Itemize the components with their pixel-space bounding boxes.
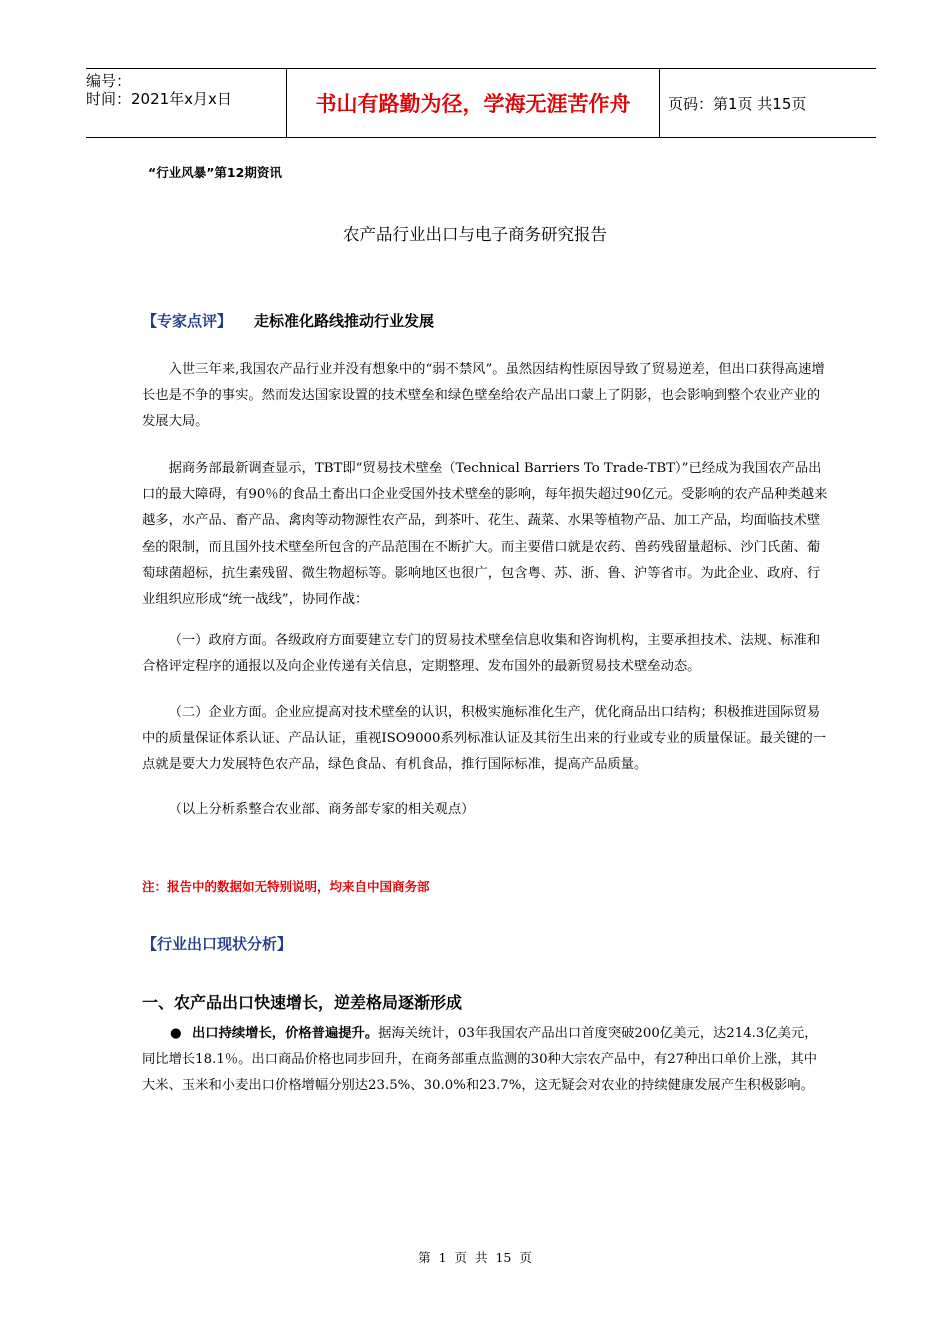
data-source-note: 注：报告中的数据如无特别说明，均来自中国商务部 <box>142 879 430 894</box>
paragraph-2: 据商务部最新调查显示，TBT即“贸易技术壁垒（Technical Barriers To Trade-TBT）”已经成为我国农产品出口的最大障碍，有90％的食品土畜出口企业受国外技术壁垒的影响，每年损失超过90亿元。受影响的农产品种类越来越多，水产品、畜产品、禽肉等动物源性农产品，到茶叶、花生、蔬菜、水果等植物产品、加工产品，均面临技术壁垒的限制，而且国外技术壁垒所包含的产品范围在不断扩大。而主要借口就是农药、兽药残留量超标、沙门氏菌、葡萄球菌超标，抗生素残留、微生物超标等。影响地区也很广，包含粤、苏、浙、鲁、沪等省市。为此企业、政府、行业组织应形成“统一战线”，协同作战： <box>142 461 828 608</box>
time-label: 时间：2021年x月x日 <box>86 90 232 108</box>
section-tag: 【行业出口现状分析】 <box>142 935 293 953</box>
bullet-paragraph <box>142 1021 828 1100</box>
expert-title: 走标准化路线推动行业发展 <box>254 312 435 330</box>
bullet-text: 据海关统计，03年我国农产品出口首度突破200亿美元，达214.3亿美元，同比增长18.1％。出口商品价格也同步回升，在商务部重点监测的30种大宗农产品中，有27种出口单价上涨，其中大米、玉米和小麦出口价格增幅分别达23.5%、30.0%和23.7%，这无疑会对农业的持续健康发展产生积极影响。 <box>142 1026 818 1094</box>
paragraph-4: （二）企业方面。企业应提高对技术壁垒的认识，积极实施标准化生产，优化商品出口结构；积极推进国际贸易中的质量保证体系认证、产品认证，重视ISO9000系列标准认证及其衍生出来的行业或专业的质量保证。最关键的一点就是要大力发展特色农产品，绿色食品、有机食品，推行国际标准，提高产品质量。 <box>142 705 827 773</box>
paragraph-1: 入世三年来,我国农产品行业并没有想象中的“弱不禁风”。虽然因结构性原因导致了贸易逆差，但出口获得高速增长也是不争的事实。然而发达国家设置的技术壁垒和绿色壁垒给农产品出口蒙上了阴影，也会影响到整个农业产业的发展大局。 <box>142 362 825 430</box>
issue-line: “行业风暴”第12期资讯 <box>148 165 282 180</box>
paragraph-3: （一）政府方面。各级政府方面要建立专门的贸易技术壁垒信息收集和咨询机构，主要承担技术、法规、标准和合格评定程序的通报以及向企业传递有关信息，定期整理、发布国外的最新贸易技术壁垒动态。 <box>142 633 821 675</box>
page-footer: 第 1 页 共 15 页 <box>418 1250 532 1265</box>
paragraph-5: （以上分析系整合农业部、商务部专家的相关观点） <box>168 802 475 817</box>
bullet-lead: 出口持续增长，价格普遍提升。 <box>192 1026 379 1041</box>
header-page-code: 页码：第1页 共15页 <box>668 94 807 113</box>
heading-one: 一、农产品出口快速增长，逆差格局逐渐形成 <box>142 993 463 1012</box>
header-meta <box>86 69 286 137</box>
report-title: 农产品行业出口与电子商务研究报告 <box>343 225 607 244</box>
header-motto: 书山有路勤为径，学海无涯苦作舟 <box>286 69 660 137</box>
page-header <box>86 68 876 138</box>
bullet-icon: ● <box>170 1026 182 1041</box>
number-label: 编号： <box>86 72 132 90</box>
expert-heading <box>142 310 434 331</box>
expert-tag: 【专家点评】 <box>142 312 233 330</box>
